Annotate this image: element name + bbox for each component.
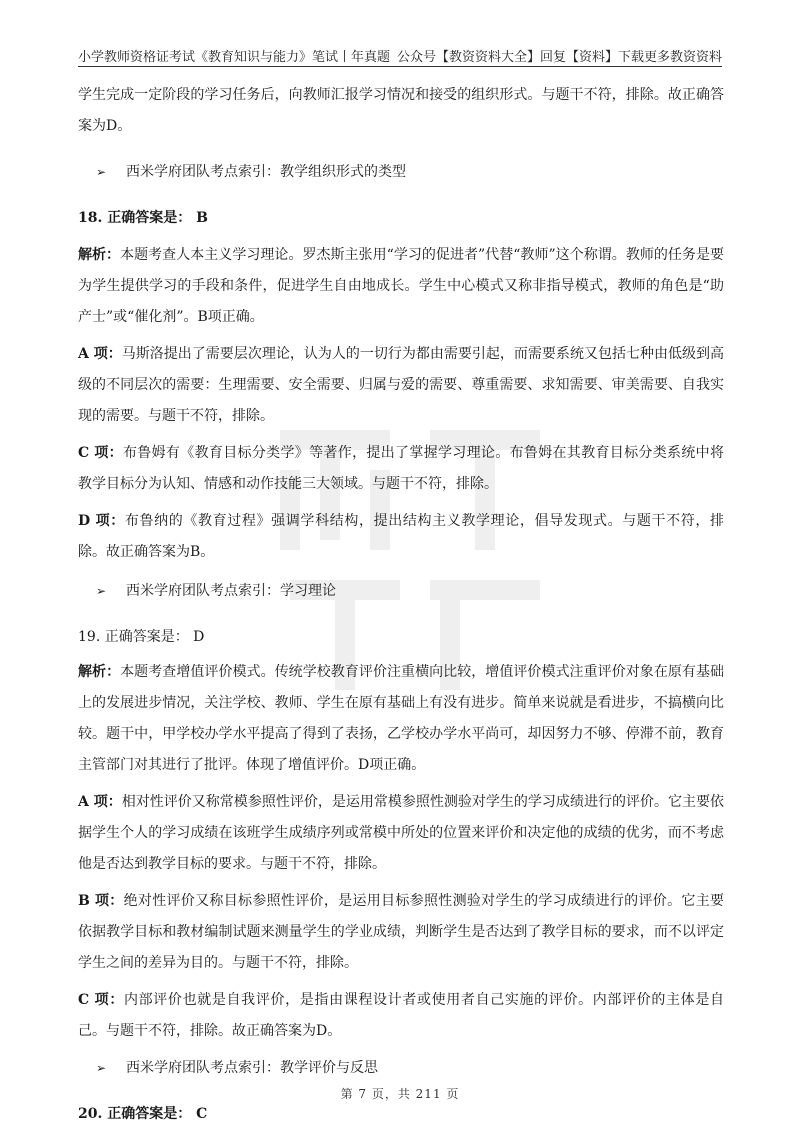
header-title: 小学教师资格证考试《教育知识与能力》笔试丨年真题	[78, 50, 391, 65]
arrow-bullet-icon: ➢	[96, 165, 107, 179]
option-d-paragraph: D 项：布鲁纳的《教育过程》强调学科结构，提出结构主义教学理论，倡导发现式。与题干不符，排除。故正确答案为B。	[78, 513, 725, 560]
option-a-paragraph: A 项：相对性评价又称常模参照性评价，是运用常模参照性测验对学生的学习成绩进行的评价。它主要依据学生个人的学习成绩在该班学生成绩序列或常模中所处的位置来评价和决定他的成绩的优劣，而不考虑他是否达到教学目标的要求。与题干不符，排除。	[78, 794, 724, 872]
option-c-paragraph: C 项：内部评价也就是自我评价，是指由课程设计者或使用者自己实施的评价。内部评价的主体是自己。与题干不符，排除。故正确答案为D。	[78, 992, 724, 1039]
answer-heading: 19. 正确答案是： D	[78, 629, 205, 645]
option-b-paragraph: B 项：绝对性评价又称目标参照性评价，是运用目标参照性测验对学生的学习成绩进行的评价。它主要依据教学目标和教材编制试题来测量学生的学业成绩，判断学生是否达到了教学目标的要求，而不以评定学生之间的差异为目的。与题干不符，排除。	[78, 893, 724, 971]
index-bullet: ➢ 西米学府团队考点索引：教学组织形式的类型	[78, 157, 724, 188]
option-c-paragraph: C 项：布鲁姆有《教育目标分类学》等著作，提出了掌握学习理论。布鲁姆在其教育目标分类系统中将教学目标分为认知、情感和动作技能三大领域。与题干不符，排除。	[78, 445, 724, 492]
page-header	[78, 46, 722, 67]
header-promo: 公众号【教资资料大全】回复【资料】下载更多教资资料	[396, 50, 722, 65]
index-bullet: ➢ 西米学府团队考点索引：学习理论	[78, 576, 724, 607]
page-number: 第 7 页，共 211 页	[340, 1087, 460, 1101]
answer-heading: 20. 正确答案是： C	[78, 1106, 208, 1122]
arrow-bullet-icon: ➢	[96, 584, 107, 598]
intro-text: 学生完成一定阶段的学习任务后，向教师汇报学习情况和接受的组织形式。与题干不符，排除。故正确答案为D。	[78, 87, 724, 134]
analysis-paragraph: 解析：本题考查人本主义学习理论。罗杰斯主张用“学习的促进者”代替“教师”这个称谓。教师的任务是要为学生提供学习的手段和条件，促进学生自由地成长。学生中心模式又称非指导模式，教师的角色是“助产士”或“催化剂”。B项正确。	[78, 247, 724, 325]
option-a-paragraph: A 项：马斯洛提出了需要层次理论，认为人的一切行为都由需要引起，而需要系统又包括七种由低级到高级的不同层次的需要：生理需要、安全需要、归属与爱的需要、尊重需要、求知需要、审美需要、自我实现的需要。与题干不符，排除。	[78, 346, 724, 424]
document-body	[78, 80, 724, 1130]
arrow-bullet-icon: ➢	[96, 1061, 107, 1075]
analysis-paragraph: 解析：本题考查增值评价模式。传统学校教育评价注重横向比较，增值评价模式注重评价对象在原有基础上的发展进步情况，关注学校、教师、学生在原有基础上有没有进步。简单来说就是看进步，不搞横向比较。题干中，甲学校办学水平提高了得到了表扬，乙学校办学水平尚可，却因努力不够、停滞不前，教育主管部门对其进行了批评。体现了增值评价。D项正确。	[78, 664, 725, 773]
index-bullet: ➢ 西米学府团队考点索引：教学评价与反思	[78, 1053, 724, 1084]
answer-heading: 18. 正确答案是： B	[78, 210, 208, 226]
